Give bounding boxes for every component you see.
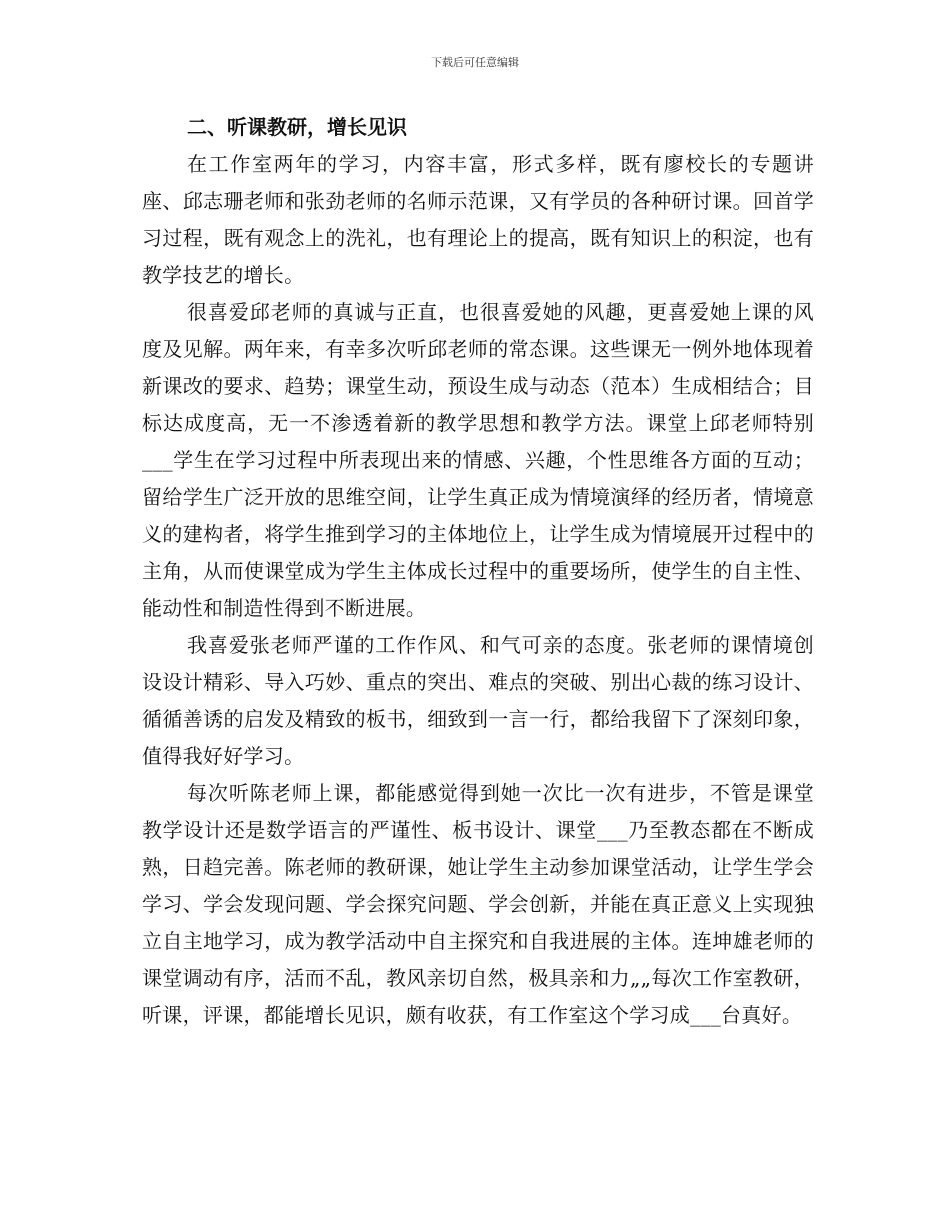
paragraph-1: 在工作室两年的学习，内容丰富，形式多样，既有廖校长的专题讲座、邱志珊老师和张劲老师的名师示范课，又有学员的各种研讨课。回首学习过程，既有观念上的洗礼，也有理论上的提高，既有知识上的积淀，也有教学技艺的增长。 [142, 152, 814, 287]
page-header: 下载后可任意编辑 [431, 56, 519, 69]
paragraph-4: 每次听陈老师上课，都能感觉得到她一次比一次有进步，不管是课堂教学设计还是数学语言的严谨性、板书设计、课堂___乃至教态都在不断成熟，日趋完善。陈老师的教研课，她让学生主动参加课堂活动，让学生学会学习、学会发现问题、学会探究问题、学会创新，并能在真正意义上实现独立自主地学习，成为教学活动中自主探究和自我进展的主体。连坤雄老师的课堂调动有序，活而不乱，教风亲切自然，极具亲和力„„每次工作室教研，听课，评课，都能增长见识，颇有收获，有工作室这个学习成___台真好。 [142, 781, 814, 1027]
document-body [142, 108, 814, 1034]
paragraph-3: 我喜爱张老师严谨的工作作风、和气可亲的态度。张老师的课情境创设设计精彩、导入巧妙、重点的突出、难点的突破、别出心裁的练习设计、循循善诱的启发及精致的板书，细致到一言一行，都给我留下了深刻印象，值得我好好学习。 [142, 633, 814, 768]
paragraph-2: 很喜爱邱老师的真诚与正直，也很喜爱她的风趣，更喜爱她上课的风度及见解。两年来，有幸多次听邱老师的常态课。这些课无一例外地体现着新课改的要求、趋势；课堂生动，预设生成与动态（范本）生成相结合；目标达成度高，无一不渗透着新的教学思想和教学方法。课堂上邱老师特别___学生在学习过程中所表现出来的情感、兴趣，个性思维各方面的互动；留给学生广泛开放的思维空间，让学生真正成为情境演绎的经历者，情境意义的建构者，将学生推到学习的主体地位上，让学生成为情境展开过程中的主角，从而使课堂成为学生主体成长过程中的重要场所，使学生的自主性、能动性和制造性得到不断进展。 [142, 300, 814, 620]
section-heading: 二、听课教研，增长见识 [187, 115, 407, 139]
